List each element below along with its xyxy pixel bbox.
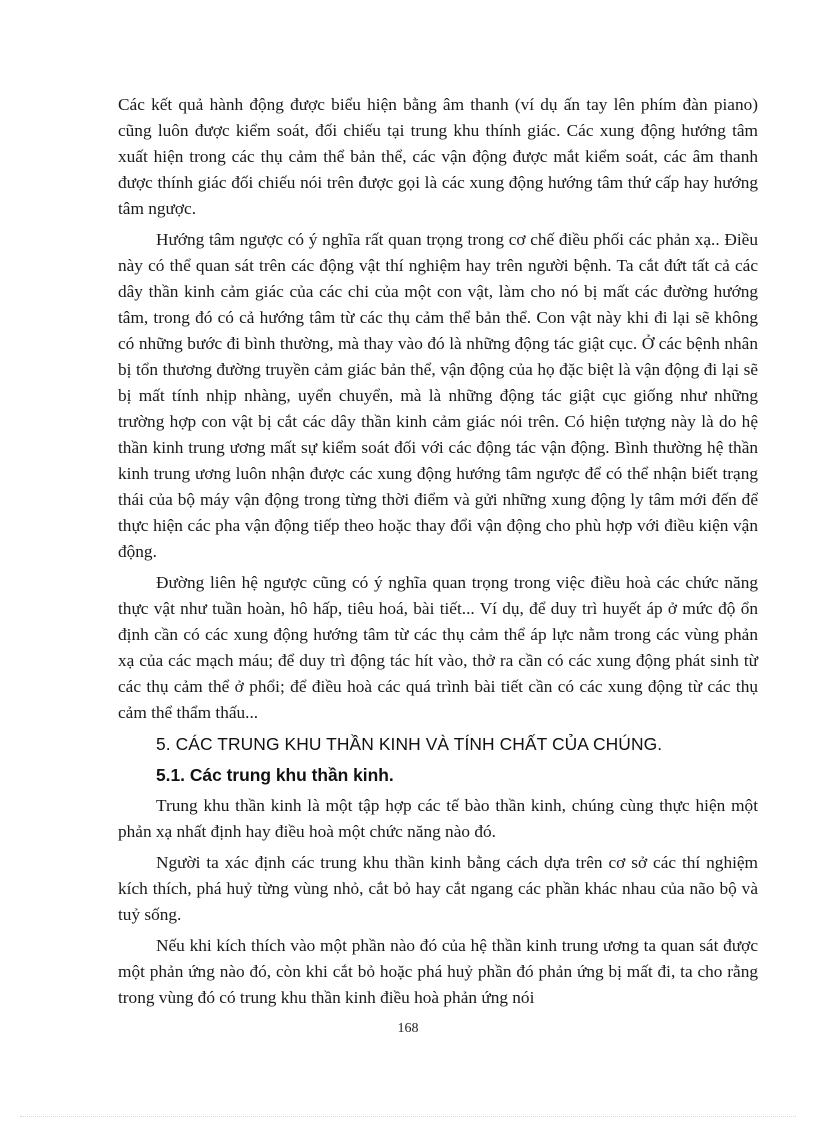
subsection-heading: 5.1. Các trung khu thần kinh. <box>156 765 394 785</box>
paragraph-sensory-feedback: Các kết quả hành động được biểu hiện bằng âm thanh (ví dụ ấn tay lên phím đàn piano) cũng luôn được kiểm soát, đối chiếu tại trung khu thính giác. Các xung động hướng tâm xuất hiện trong các thụ cảm thể bản thể, các vận động được mắt kiểm soát, các âm thanh được thính giác đối chiếu nói trên được gọi là các xung động hướng tâm thứ cấp hay hướng tâm ngược. <box>118 95 758 218</box>
page-body <box>118 92 758 1016</box>
paragraph-vegetative-feedback: Đường liên hệ ngược cũng có ý nghĩa quan trọng trong việc điều hoà các chức năng thực vật như tuần hoàn, hô hấp, tiêu hoá, bài tiết... Ví dụ, để duy trì huyết áp ở mức độ ổn định cần có các xung động hướng tâm từ các thụ cảm thể áp lực nằm trong các vùng phản xạ của các mạch máu; để duy trì động tác hít vào, thở ra cần có các xung động phát sinh từ các thụ cảm thể ở phổi; để điều hoà các quá trình bài tiết cần có các xung động từ các thụ cảm thể thẩm thấu... <box>118 573 758 722</box>
paragraph-reverse-afferent: Hướng tâm ngược có ý nghĩa rất quan trọng trong cơ chế điều phối các phản xạ.. Điều này có thể quan sát trên các động vật thí nghiệm hay trên người bệnh. Ta cắt đứt tất cả các dây thần kinh cảm giác của các chi của một con vật, làm cho nó bị mất các đường hướng tâm, trong đó có cả hướng tâm từ các thụ cảm thể bản thể. Con vật này khi đi lại sẽ không có những bước đi bình thường, mà thay vào đó là những động tác giật cục. Ở các bệnh nhân bị tổn thương đường truyền cảm giác bản thể, vận động của họ đặc biệt là vận động đi lại sẽ bị mất tính nhịp nhàng, uyển chuyển, mà là những động tác giật cục giống như những trường hợp con vật bị cắt các dây thần kinh cảm giác nói trên. Có hiện tượng này là do hệ thần kinh trung ương mất sự kiểm soát đối với các động tác vận động. Bình thường hệ thần kinh trung ương luôn nhận được các xung động hướng tâm ngược để có thể nhận biết trạng thái của bộ máy vận động trong từng thời điểm và gửi những xung động ly tâm mới đến để thực hiện các pha vận động tiếp theo hoặc thay đổi vận động cho phù hợp với điều kiện vận động. <box>118 230 758 561</box>
paragraph-center-definition: Trung khu thần kinh là một tập hợp các tế bào thần kinh, chúng cùng thực hiện một phản xạ nhất định hay điều hoà một chức năng nào đó. <box>118 796 758 841</box>
paragraph-center-experiment: Nếu khi kích thích vào một phần nào đó của hệ thần kinh trung ương ta quan sát được một phản ứng nào đó, còn khi cắt bỏ hoặc phá huỷ phần đó phản ứng bị mất đi, ta cho rằng trong vùng đó có trung khu thần kinh điều hoà phản ứng nói <box>118 936 758 1007</box>
page-bottom-divider <box>20 1116 796 1117</box>
paragraph-center-identification: Người ta xác định các trung khu thần kinh bằng cách dựa trên cơ sở các thí nghiệm kích thích, phá huỷ từng vùng nhỏ, cắt bỏ hay cắt ngang các phần khác nhau của não bộ và tuỷ sống. <box>118 853 758 924</box>
section-heading: 5. CÁC TRUNG KHU THẦN KINH VÀ TÍNH CHẤT CỦA CHÚNG. <box>156 734 663 754</box>
page-number: 168 <box>397 1021 419 1036</box>
